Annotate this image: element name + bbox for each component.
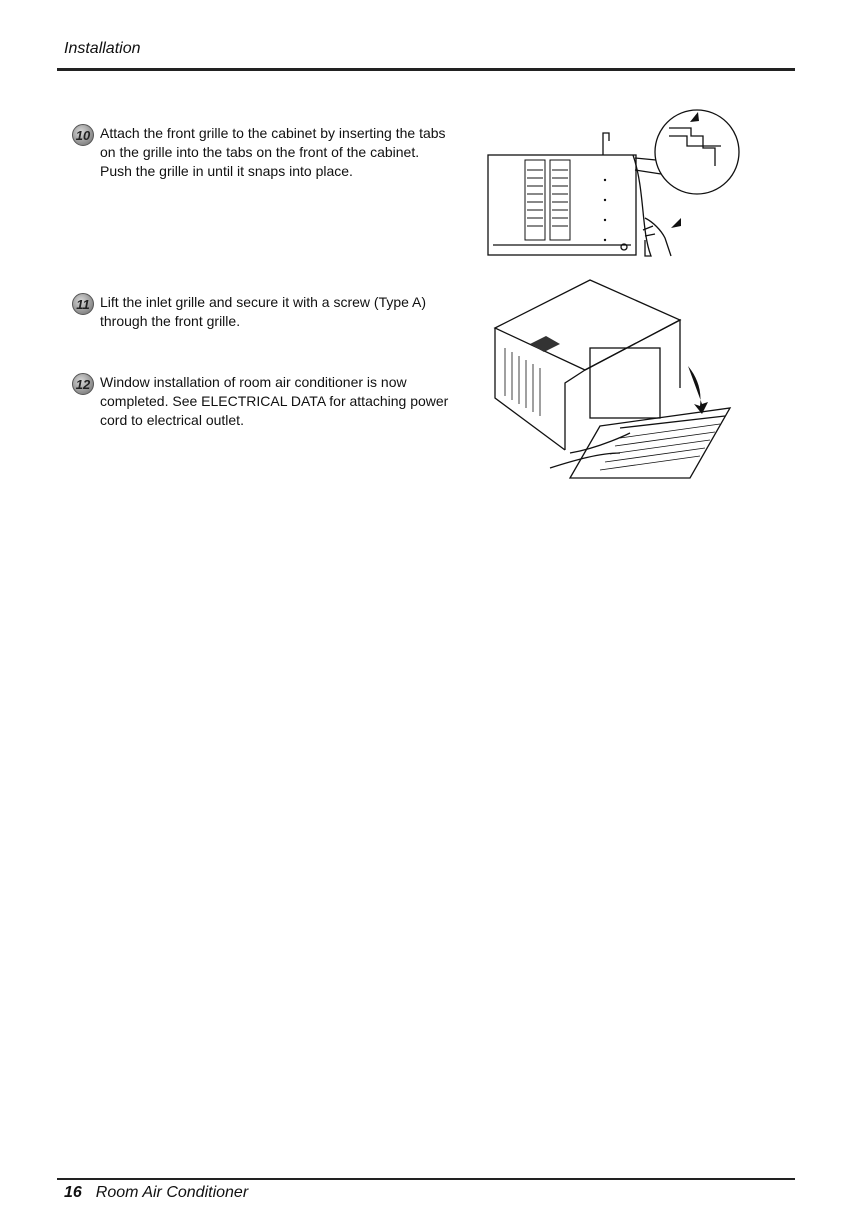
front-grille-illustration	[485, 100, 745, 260]
step-number-badge: 11	[72, 293, 94, 315]
step-number-badge: 10	[72, 124, 94, 146]
page-number: 16	[64, 1184, 82, 1201]
page-footer	[64, 1184, 248, 1202]
step-text: Attach the front grille to the cabinet by inserting the tabs on the grille into the tabs on the front of the cabinet. Push the grille in until it snaps into place.	[100, 125, 446, 179]
footer-rule	[57, 1178, 795, 1180]
step-text: Window installation of room air conditioner is now completed. See ELECTRICAL DATA for attaching power cord to electrical outlet.	[100, 374, 449, 428]
page-header-title: Installation	[64, 40, 141, 57]
step-text: Lift the inlet grille and secure it with a screw (Type A) through the front grille.	[100, 294, 427, 329]
footer-title: Room Air Conditioner	[95, 1184, 249, 1201]
header-rule	[57, 68, 795, 71]
step-10	[72, 124, 452, 181]
step-11	[72, 293, 452, 331]
step-number-badge: 12	[72, 373, 94, 395]
step-12	[72, 373, 452, 430]
inlet-grille-illustration	[490, 278, 740, 488]
